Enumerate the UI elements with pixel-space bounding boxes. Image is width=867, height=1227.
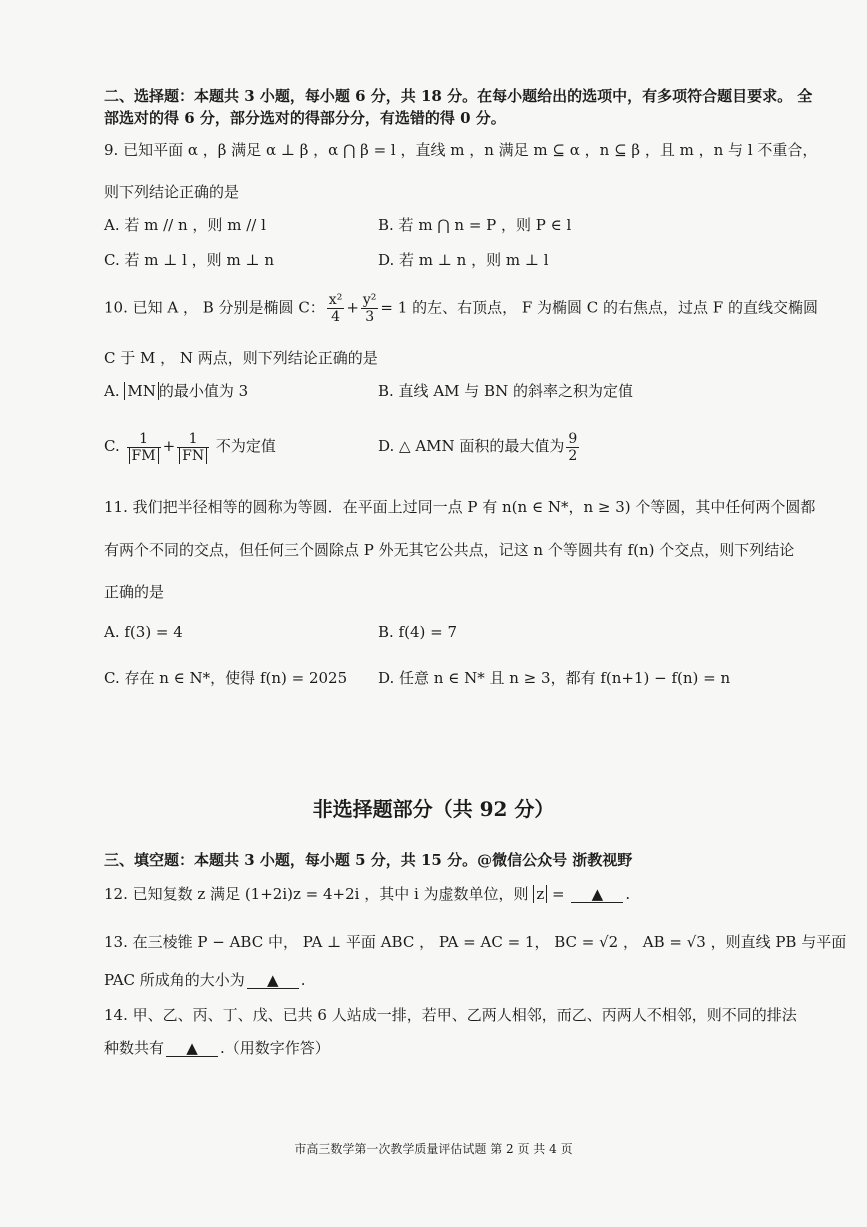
q9-stem-line2: 则下列结论正确的是	[104, 183, 240, 201]
q10-fraction-y-num: y²	[362, 292, 377, 308]
q10-option-d-frac-num: 9	[568, 430, 578, 447]
q10-option-c-frac2-num: 1	[177, 431, 209, 448]
q13-period: .	[300, 971, 306, 989]
q9-option-a: A. 若 m // n ，则 m // l	[104, 216, 266, 234]
q10-option-d	[378, 426, 581, 466]
q10-option-d-frac	[566, 431, 579, 464]
q10-fraction-x-den: 4	[331, 309, 341, 325]
q10-option-a-abs: MN	[124, 382, 158, 400]
q10-option-d-text: D. △ AMN 面积的最大值为	[378, 437, 565, 455]
q9-option-c: C. 若 m ⊥ l ，则 m ⊥ n	[104, 251, 274, 269]
q10-fraction-y-den: 3	[365, 309, 375, 325]
q12-abs-z: z	[533, 885, 547, 903]
q11-stem-line3: 正确的是	[104, 583, 165, 601]
q13-stem-line1: 13. 在三棱锥 P − ABC 中， PA ⊥ 平面 ABC ， PA = AC = 1， BC = √2 ， AB = √3 ，则直线 PB 与平面	[104, 933, 847, 951]
q10-option-d-frac-den: 2	[568, 447, 578, 464]
q11-option-b: B. f(4) = 7	[378, 623, 458, 641]
q14-answer-blank: ▲	[166, 1040, 218, 1057]
q10-stem-pre: 10. 已知 A ， B 分别是椭圆 C：	[104, 298, 325, 317]
section2-line2: 部选对的得 6 分，部分选对的得部分分，有选错的得 0 分。	[104, 109, 506, 127]
q11-stem-line2: 有两个不同的交点，但任何三个圆除点 P 外无其它公共点，记这 n 个等圆共有 f(n) 个交点，则下列结论	[104, 541, 795, 559]
q10-option-a-text: 的最小值为 3	[158, 382, 249, 400]
q10-stem-line2: C 于 M ， N 两点，则下列结论正确的是	[104, 349, 378, 367]
part2-title: 非选择题部分（共 92 分）	[312, 797, 555, 821]
q14-stem-line2	[104, 1038, 330, 1058]
q13-stem-line2-text: PAC 所成角的大小为	[104, 971, 245, 989]
q10-option-a-label: A.	[104, 382, 120, 400]
q10-option-c-frac1	[127, 431, 161, 464]
q13-answer-blank: ▲	[247, 972, 299, 989]
q14-stem-line2-text: 种数共有	[104, 1039, 165, 1057]
q10-option-c-text: 不为定值	[215, 437, 276, 455]
q9-option-d: D. 若 m ⊥ n ，则 m ⊥ l	[378, 251, 549, 269]
q12-stem	[104, 884, 630, 904]
q10-option-b: B. 直线 AM 与 BN 的斜率之积为定值	[378, 382, 633, 400]
q10-option-c	[104, 426, 276, 466]
q13-stem-line2	[104, 970, 306, 990]
q12-period: .	[625, 885, 631, 903]
q11-option-d: D. 任意 n ∈ N* 且 n ≥ 3，都有 f(n+1) − f(n) = n	[378, 669, 731, 687]
q11-option-a: A. f(3) = 4	[104, 623, 183, 641]
q10-option-a	[104, 381, 248, 401]
q14-note: .（用数字作答）	[220, 1039, 330, 1057]
q12-equals: =	[552, 885, 565, 903]
q10-option-c-frac1-num: 1	[127, 431, 161, 448]
q10-fraction-x	[327, 292, 345, 325]
q14-stem-line1: 14. 甲、乙、丙、丁、戊、已共 6 人站成一排，若甲、乙两人相邻，而乙、丙两人不相邻，则不同的排法	[104, 1006, 797, 1024]
q10-plus: +	[346, 298, 359, 317]
q9-stem-line1: 9. 已知平面 α ，β 满足 α ⊥ β ，α ⋂ β = l ，直线 m ，n 满足 m ⊆ α ，n ⊆ β ，且 m ，n 与 l 不重合，	[104, 141, 818, 159]
q12-stem-text: 12. 已知复数 z 满足 (1+2i)z = 4+2i ，其中 i 为虚数单位，则	[104, 885, 529, 903]
q10-option-c-frac2	[177, 431, 209, 464]
q10-option-c-frac2-den: FN	[179, 448, 207, 464]
q11-option-c: C. 存在 n ∈ N*，使得 f(n) = 2025	[104, 669, 348, 687]
q10-stem-post: = 1 的左、右顶点， F 为椭圆 C 的右焦点，过点 F 的直线交椭圆	[380, 298, 818, 317]
q10-fraction-x-num: x²	[328, 292, 343, 308]
q11-stem-line1: 11. 我们把半径相等的圆称为等圆．在平面上过同一点 P 有 n(n ∈ N*，n ≥ 3) 个等圆，其中任何两个圆都	[104, 498, 816, 516]
section2-line1: 二、选择题：本题共 3 小题，每小题 6 分，共 18 分。在每小题给出的选项中，有多项符合题目要求。 全	[104, 87, 813, 105]
q10-option-c-plus: +	[162, 437, 176, 455]
q10-stem-line1	[104, 292, 818, 325]
q10-fraction-y	[361, 292, 379, 325]
page-footer: 市高三数学第一次教学质量评估试题 第 2 页 共 4 页	[294, 1142, 573, 1156]
q9-option-b: B. 若 m ⋂ n = P ，则 P ∈ l	[378, 216, 572, 234]
q10-option-c-label: C.	[104, 437, 120, 455]
section3-heading: 三、填空题：本题共 3 小题，每小题 5 分，共 15 分。@微信公众号 浙教视野	[104, 851, 633, 869]
q12-answer-blank: ▲	[571, 886, 623, 903]
q10-option-c-frac1-den: FM	[129, 448, 159, 464]
